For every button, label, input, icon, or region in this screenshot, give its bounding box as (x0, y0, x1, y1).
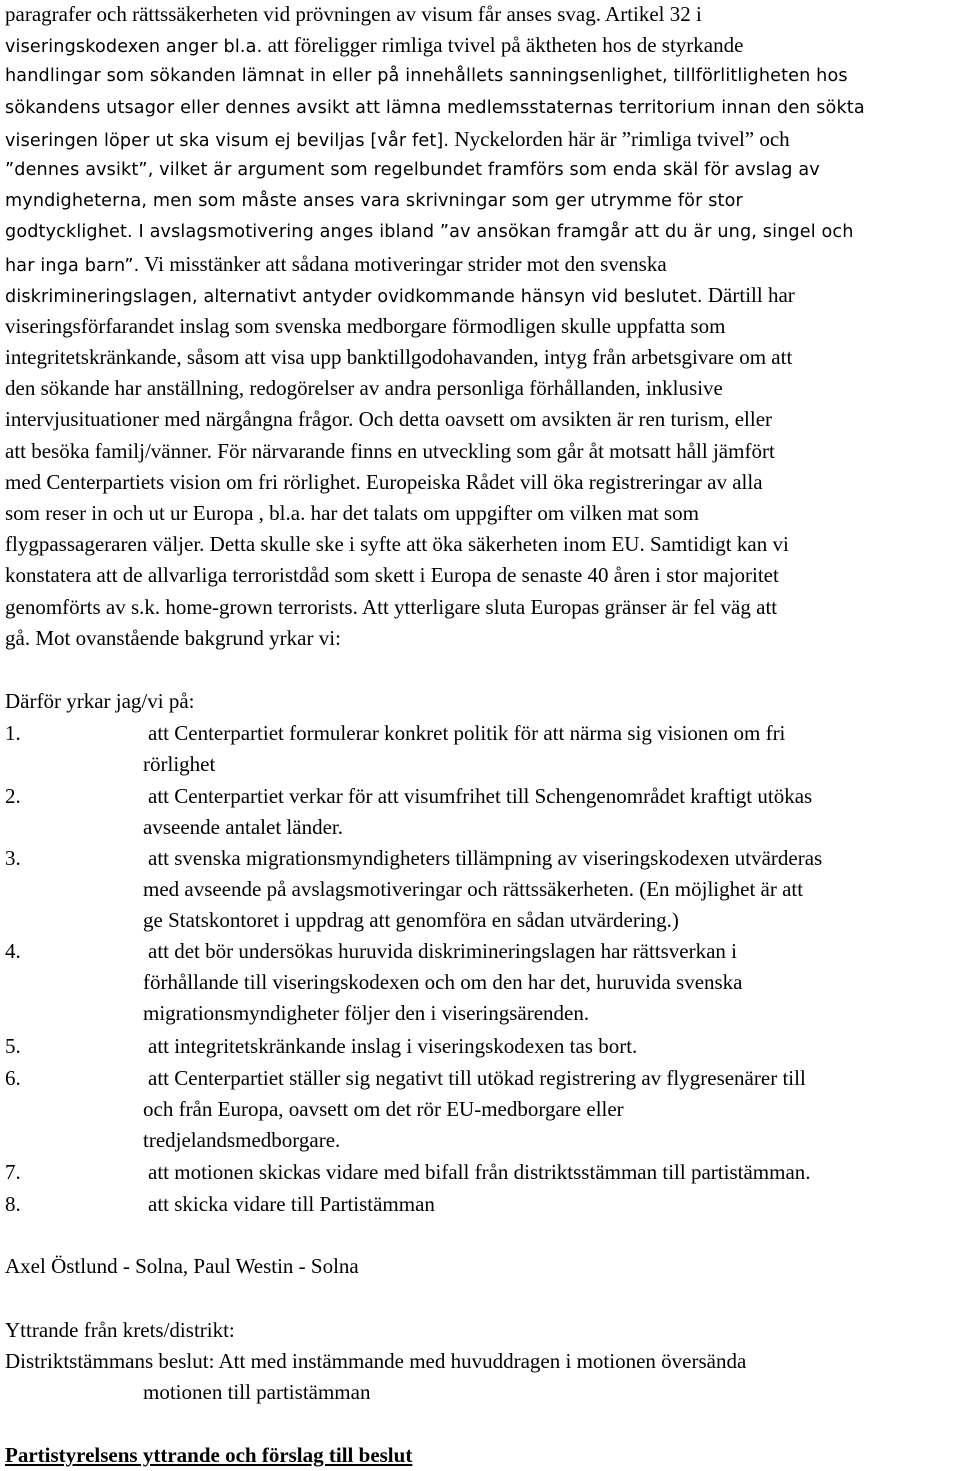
body-line-sans-part: har inga barn”. (5, 255, 140, 276)
body-line: viseringsförfarandet inslag som svenska medborgare förmodligen skulle uppfatta som (5, 313, 726, 338)
claim-text-line: att skicka vidare till Partistämman (148, 1192, 435, 1216)
body-line-serif-part: Nyckelorden här är ”rimliga tvivel” och (449, 126, 790, 151)
body-line (5, 249, 960, 280)
claim-number: 5. (5, 1034, 21, 1058)
claim-text (143, 1031, 960, 1062)
claim-text-line: att integritetskränkande inslag i viseringskodexen tas bort. (148, 1034, 638, 1058)
body-line-sans-part: diskrimineringslagen, alternativt antyder ovidkommande hänsyn vid beslutet. (5, 286, 703, 307)
claim-text (143, 1189, 960, 1220)
claim-number: 6. (5, 1066, 21, 1090)
body-line: intervjusituationer med närgångna frågor. Och detta oavsett om avsikten är ren turism, eller (5, 407, 773, 432)
body-line: paragrafer och rättssäkerheten vid prövningen av visum får anses svag. Artikel 32 i (5, 2, 702, 26)
claim-text-line: rörlighet (143, 752, 216, 777)
body-line-serif-part: Därtill har (702, 282, 795, 307)
claim-text-line: tredjelandsmedborgare. (143, 1128, 341, 1153)
body-line: godtycklighet. I avslagsmotivering anges ibland ”av ansökan framgår att du är ung, singel och (5, 222, 854, 243)
body-line: som reser in och ut ur Europa , bl.a. har det talats om uppgifter om vilken mat som (5, 501, 700, 525)
body-line: konstatera att de allvarliga terroristdåd som skett i Europa de senaste 40 åren i stor majoritet (5, 563, 779, 588)
claim-number: 4. (5, 939, 21, 963)
claim-text-line: att motionen skickas vidare med bifall från distriktsstämman till partistämman. (148, 1160, 811, 1184)
motion-body-text (5, 0, 960, 654)
body-line: ”dennes avsikt”, vilket är argument som regelbundet framförs som enda skäl för avslag av (5, 159, 820, 180)
claim-number: 1. (5, 721, 21, 745)
claim-text-line: att Centerpartiet verkar för att visumfrihet till Schengenområdet kraftigt utökas (148, 784, 813, 808)
claim-text-line: att Centerpartiet formulerar konkret politik för att närma sig visionen om fri (148, 721, 786, 745)
claim-text-line: att svenska migrationsmyndigheters tillämpning av viseringskodexen utvärderas (148, 846, 823, 870)
body-line-sans-part: viseringskodexen anger bl.a. (5, 37, 263, 58)
claim-text-line: avseende antalet länder. (143, 815, 343, 840)
claim-text (143, 1157, 960, 1188)
board-statement-heading: Partistyrelsens yttrande och förslag till beslut (5, 1443, 413, 1467)
claim-text (143, 843, 960, 937)
body-line: genomförts av s.k. home-grown terrorists. Att ytterligare sluta Europas gränser är fel väg att (5, 594, 778, 619)
claim-text-line: förhållande till viseringskodexen och om den har det, huruvida svenska (143, 970, 743, 995)
claim-text-line: och från Europa, oavsett om det rör EU-medborgare eller (143, 1097, 624, 1122)
body-line: gå. Mot ovanstående bakgrund yrkar vi: (5, 625, 341, 650)
authors (5, 1251, 960, 1282)
body-line (5, 30, 960, 61)
body-line: flygpassageraren väljer. Detta skulle ske i syfte att öka säkerheten inom EU. Samtidigt kan vi (5, 532, 789, 557)
body-line: att besöka familj/vänner. För närvarande finns en utveckling som går åt motsatt håll jämfört (5, 438, 775, 463)
claim-number: 2. (5, 784, 21, 808)
claim-text (143, 1063, 960, 1157)
body-line: integritetskränkande, såsom att visa upp banktillgodohavanden, intyg från arbetsgivare om att (5, 345, 793, 370)
claim-number: 7. (5, 1160, 21, 1184)
body-line-serif-part: att föreligger rimliga tvivel på äktheten hos de styrkande (262, 33, 744, 58)
claim-text-line: att Centerpartiet ställer sig negativt till utökad registrering av flygresenärer till (148, 1066, 806, 1090)
decision-line-2: motionen till partistämman (143, 1380, 371, 1405)
claim-text (143, 718, 960, 780)
claim-text (143, 936, 960, 1030)
claims-intro (5, 686, 960, 717)
claim-number: 8. (5, 1192, 21, 1216)
body-line: myndigheterna, men som måste anses vara skrivningar som ger utrymme för stor (5, 191, 743, 212)
body-line: den sökande har anställning, redogörelser av andra personliga förhållanden, inklusive (5, 376, 723, 401)
body-line-serif-part: Vi misstänker att sådana motiveringar strider mot den svenska (139, 251, 667, 276)
body-line: med Centerpartiets vision om fri rörlighet. Europeiska Rådet vill öka registreringar av alla (5, 469, 763, 494)
body-line-sans-part: viseringen löper ut ska visum ej beviljas [vår fet]. (5, 130, 450, 151)
claims-intro-text: Därför yrkar jag/vi på: (5, 689, 195, 713)
claim-number: 3. (5, 846, 21, 870)
authors-text: Axel Östlund - Solna, Paul Westin - Solna (5, 1254, 359, 1278)
claim-text-line: att det bör undersökas huruvida diskrimineringslagen har rättsverkan i (148, 939, 738, 963)
claim-text-line: ge Statskontoret i uppdrag att genomföra en sådan utvärdering.) (143, 908, 679, 933)
body-line (5, 280, 960, 311)
statement-label: Yttrande från krets/distrikt: (5, 1318, 235, 1342)
claim-text (143, 781, 960, 843)
claim-text-line: migrationsmyndigheter följer den i viseringsärenden. (143, 1001, 590, 1026)
body-line: handlingar som sökanden lämnat in eller på innehållets sanningsenlighet, tillförlitligheten hos (5, 66, 848, 87)
body-line (5, 124, 960, 155)
body-line: sökandens utsagor eller dennes avsikt att lämna medlemsstaternas territorium innan den sökta (5, 97, 865, 118)
district-statement (5, 1315, 960, 1409)
decision-line-1: Distriktstämmans beslut: Att med instämmande med huvuddragen i motionen översända (5, 1349, 747, 1374)
claim-text-line: med avseende på avslagsmotiveringar och rättssäkerheten. (En möjlighet är att (143, 877, 804, 902)
